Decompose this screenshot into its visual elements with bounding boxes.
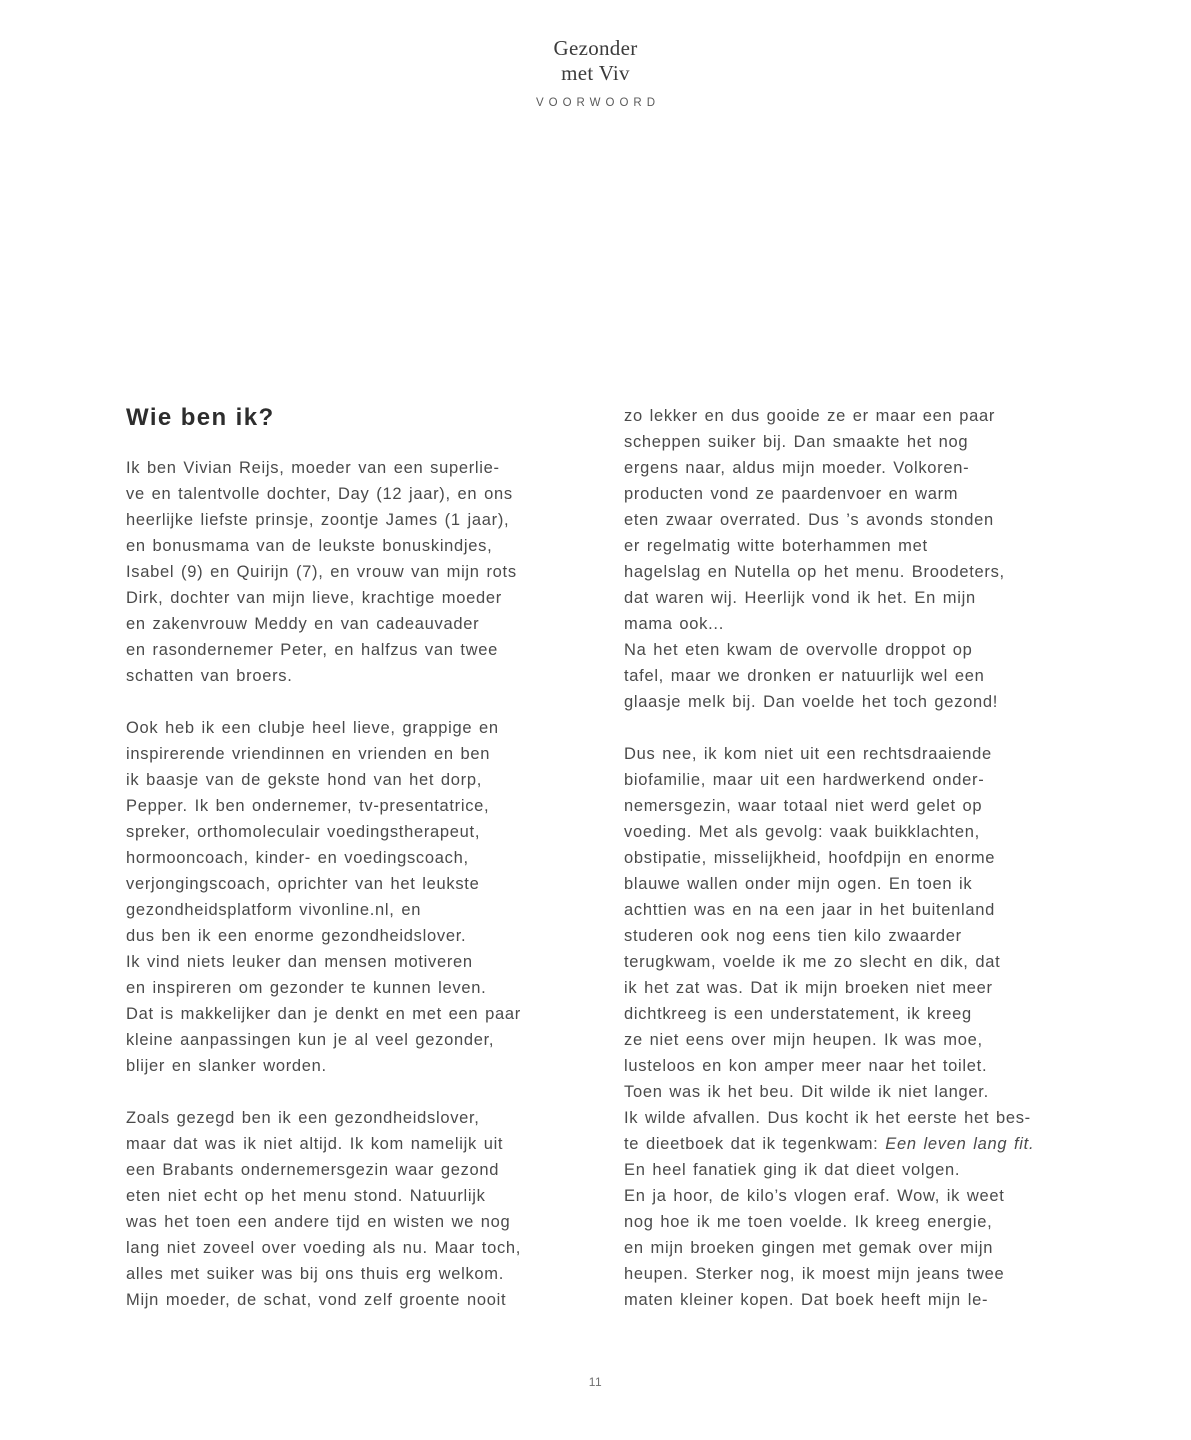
text-line: Dat is makkelijker dan je denkt en met een paar bbox=[126, 1005, 521, 1023]
text-line: verjongingscoach, oprichter van het leukste bbox=[126, 875, 480, 893]
text-line: achttien was en na een jaar in het buitenland bbox=[624, 901, 995, 919]
column-right bbox=[624, 403, 1034, 1313]
text-line: Ik wilde afvallen. Dus kocht ik het eerste het bes- bbox=[624, 1109, 1031, 1127]
text-line: en inspireren om gezonder te kunnen leven. bbox=[126, 979, 487, 997]
text-line: Toen was ik het beu. Dit wilde ik niet langer. bbox=[624, 1083, 989, 1101]
text-line: dat waren wij. Heerlijk vond ik het. En mijn bbox=[624, 589, 976, 607]
book-title-line1: Gezonder bbox=[553, 36, 638, 60]
text-line: en mijn broeken gingen met gemak over mijn bbox=[624, 1239, 994, 1257]
text-line: Dus nee, ik kom niet uit een rechtsdraaiende bbox=[624, 745, 992, 763]
paragraph bbox=[126, 455, 521, 689]
text-line: blijer en slanker worden. bbox=[126, 1057, 327, 1075]
text-line: maten kleiner kopen. Dat boek heeft mijn le- bbox=[624, 1291, 989, 1309]
text-line: en rasondernemer Peter, en halfzus van twee bbox=[126, 641, 499, 659]
text-line: Dirk, dochter van mijn lieve, krachtige moeder bbox=[126, 589, 502, 607]
text-line: hagelslag en Nutella op het menu. Broodeters, bbox=[624, 563, 1005, 581]
text-line: heerlijke liefste prinsje, zoontje James (1 jaar), bbox=[126, 511, 510, 529]
text-line: zo lekker en dus gooide ze er maar een paar bbox=[624, 407, 996, 425]
text-line: Na het eten kwam de overvolle droppot op bbox=[624, 641, 973, 659]
text-line: gezondheidsplatform vivonline.nl, en bbox=[126, 901, 422, 919]
paragraph bbox=[624, 403, 1034, 715]
column-left bbox=[126, 455, 521, 1313]
text-line: tafel, maar we dronken er natuurlijk wel een bbox=[624, 667, 985, 685]
text-line: hormooncoach, kinder- en voedingscoach, bbox=[126, 849, 469, 867]
text-line: En heel fanatiek ging ik dat dieet volgen. bbox=[624, 1161, 961, 1179]
paragraph bbox=[126, 1105, 521, 1313]
text-line: lang niet zoveel over voeding als nu. Maar toch, bbox=[126, 1239, 522, 1257]
text-line: Isabel (9) en Quirijn (7), en vrouw van mijn rots bbox=[126, 563, 517, 581]
text-line: obstipatie, misselijkheid, hoofdpijn en enorme bbox=[624, 849, 996, 867]
text-line: eten zwaar overrated. Dus ’s avonds stonden bbox=[624, 511, 994, 529]
text-line: Pepper. Ik ben ondernemer, tv-presentatrice, bbox=[126, 797, 490, 815]
chapter-label: VOORWOORD bbox=[535, 97, 660, 109]
section-heading: Wie ben ik? bbox=[126, 404, 275, 431]
text-line: glaasje melk bij. Dan voelde het toch gezond! bbox=[624, 693, 999, 711]
text-line: spreker, orthomoleculair voedingstherapeut, bbox=[126, 823, 481, 841]
paragraph bbox=[624, 741, 1034, 1313]
text-line: Zoals gezegd ben ik een gezondheidslover, bbox=[126, 1109, 480, 1127]
text-line: Ik vind niets leuker dan mensen motiveren bbox=[126, 953, 473, 971]
text-line: dus ben ik een enorme gezondheidslover. bbox=[126, 927, 467, 945]
text-line: kleine aanpassingen kun je al veel gezonder, bbox=[126, 1031, 495, 1049]
text-line: terugkwam, voelde ik me zo slecht en dik, dat bbox=[624, 953, 1001, 971]
text-line: nemersgezin, waar totaal niet werd gelet op bbox=[624, 797, 983, 815]
text-line: ergens naar, aldus mijn moeder. Volkoren- bbox=[624, 459, 970, 477]
text-line: heupen. Sterker nog, ik moest mijn jeans twee bbox=[624, 1265, 1005, 1283]
text-line: alles met suiker was bij ons thuis erg welkom. bbox=[126, 1265, 504, 1283]
text-line: maar dat was ik niet altijd. Ik kom namelijk uit bbox=[126, 1135, 504, 1153]
book-title bbox=[0, 36, 1191, 86]
text-line: ik het zat was. Dat ik mijn broeken niet meer bbox=[624, 979, 993, 997]
text-line: ze niet eens over mijn heupen. Ik was moe, bbox=[624, 1031, 983, 1049]
text-line: voeding. Met als gevolg: vaak buikklachten, bbox=[624, 823, 980, 841]
text-line: schatten van broers. bbox=[126, 667, 293, 685]
text-line: biofamilie, maar uit een hardwerkend onder- bbox=[624, 771, 985, 789]
text-line: inspirerende vriendinnen en vrienden en ben bbox=[126, 745, 491, 763]
text-line: Ook heb ik een clubje heel lieve, grappige en bbox=[126, 719, 499, 737]
text-line: en bonusmama van de leukste bonuskindjes, bbox=[126, 537, 493, 555]
book-header bbox=[0, 36, 1191, 109]
text-line: er regelmatig witte boterhammen met bbox=[624, 537, 928, 555]
book-title-line2: met Viv bbox=[561, 61, 630, 85]
text-line: mama ook... bbox=[624, 615, 724, 633]
text-line: studeren ook nog eens tien kilo zwaarder bbox=[624, 927, 962, 945]
page-number: 11 bbox=[588, 1375, 603, 1389]
text-line: scheppen suiker bij. Dan smaakte het nog bbox=[624, 433, 969, 451]
text-line: dichtkreeg is een understatement, ik kreeg bbox=[624, 1005, 972, 1023]
text-segment: te dieetboek dat ik tegenkwam: bbox=[624, 1135, 886, 1153]
text-line: een Brabants ondernemersgezin waar gezond bbox=[126, 1161, 500, 1179]
text-line: En ja hoor, de kilo’s vlogen eraf. Wow, ik weet bbox=[624, 1187, 1005, 1205]
text-line bbox=[624, 1131, 1034, 1157]
text-line: producten vond ze paardenvoer en warm bbox=[624, 485, 959, 503]
text-line: Ik ben Vivian Reijs, moeder van een superlie- bbox=[126, 459, 500, 477]
text-line: Mijn moeder, de schat, vond zelf groente nooit bbox=[126, 1291, 507, 1309]
text-line: blauwe wallen onder mijn ogen. En toen ik bbox=[624, 875, 973, 893]
text-line: eten niet echt op het menu stond. Natuurlijk bbox=[126, 1187, 486, 1205]
text-line: nog hoe ik me toen voelde. Ik kreeg energie, bbox=[624, 1213, 993, 1231]
paragraph bbox=[126, 715, 521, 1079]
referenced-book-title: Een leven lang fit. bbox=[885, 1135, 1035, 1153]
text-line: en zakenvrouw Meddy en van cadeauvader bbox=[126, 615, 480, 633]
text-line: ve en talentvolle dochter, Day (12 jaar), en ons bbox=[126, 485, 513, 503]
text-line: ik baasje van de gekste hond van het dorp, bbox=[126, 771, 483, 789]
text-line: lusteloos en kon amper meer naar het toilet. bbox=[624, 1057, 988, 1075]
text-line: was het toen een andere tijd en wisten we nog bbox=[126, 1213, 511, 1231]
